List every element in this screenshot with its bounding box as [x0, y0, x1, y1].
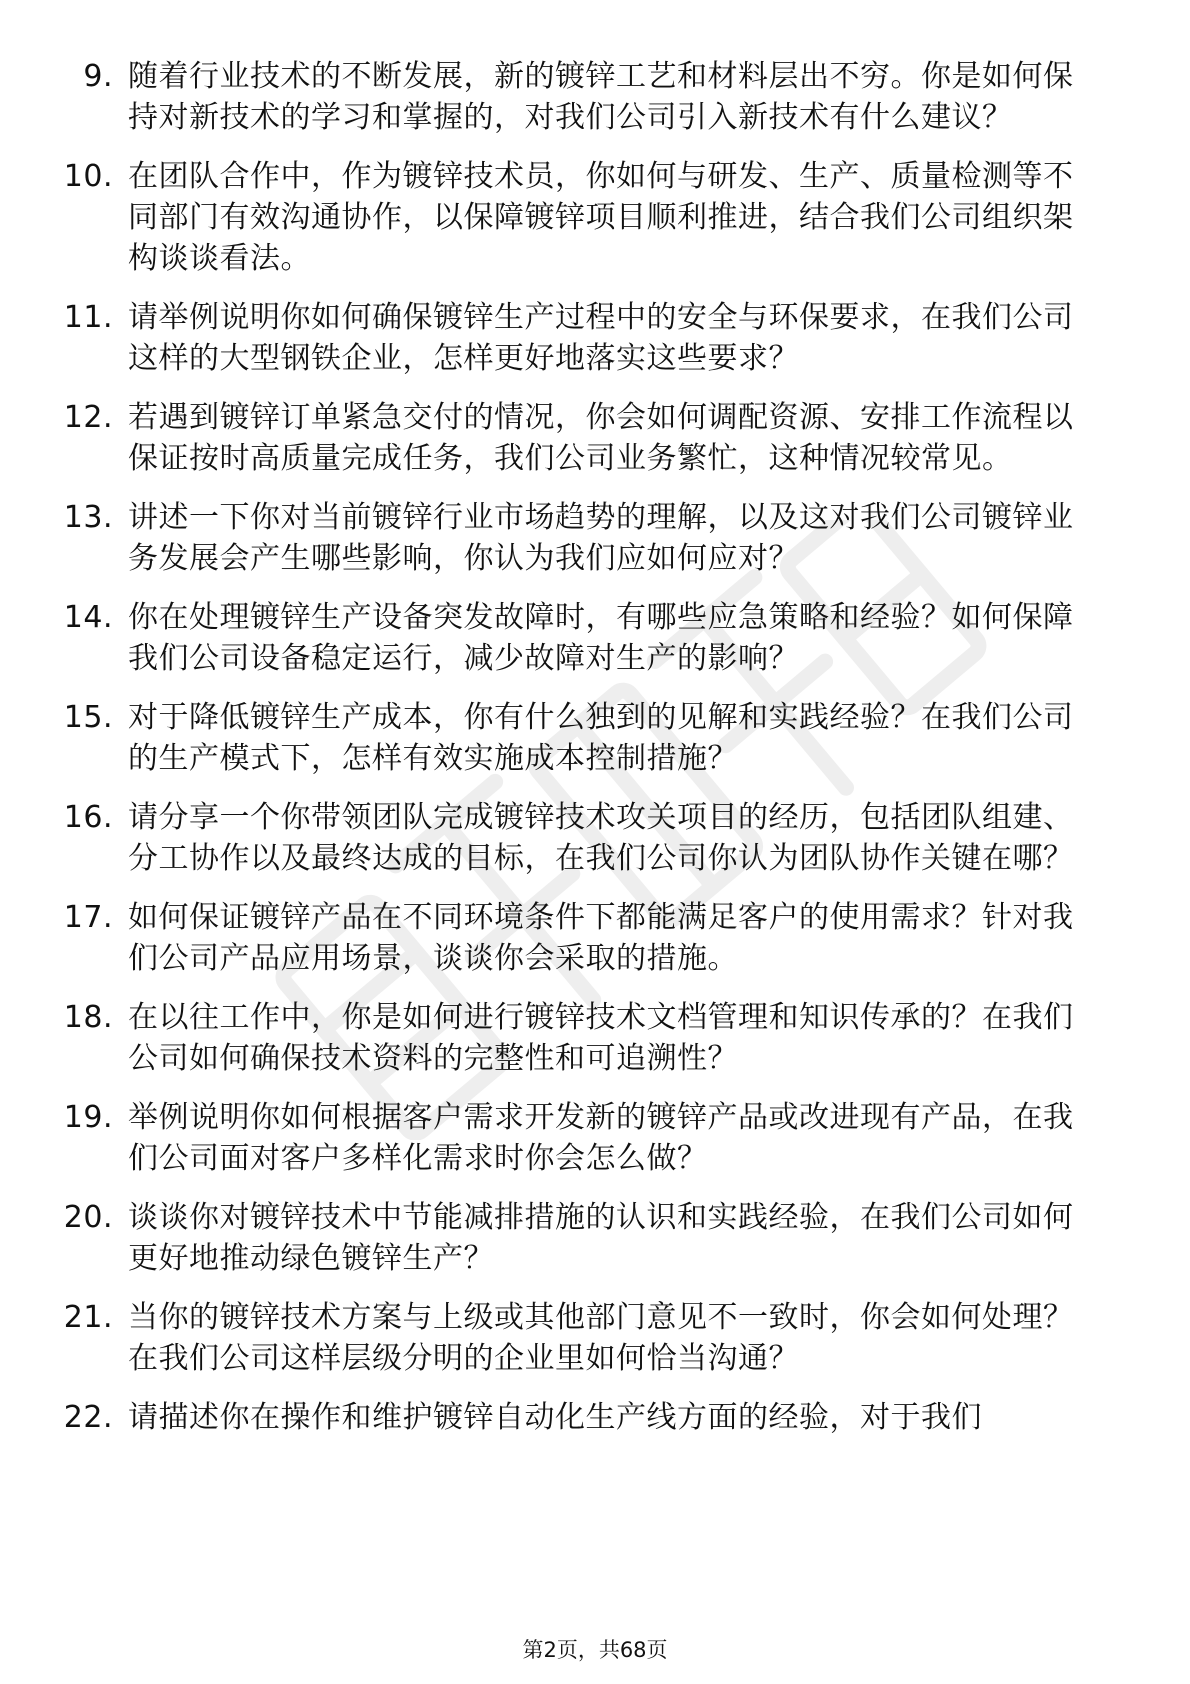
question-number: 11.	[63, 300, 113, 335]
question-item	[0, 697, 1190, 779]
question-number: 14.	[63, 600, 113, 635]
question-number: 21.	[63, 1300, 113, 1335]
question-text: 在以往工作中，你是如何进行镀锌技术文档管理和知识传承的？在我们公司如何确保技术资料的完整性和可追溯性？	[128, 1000, 1074, 1076]
question-text: 请分享一个你带领团队完成镀锌技术攻关项目的经历，包括团队组建、分工协作以及最终达成的目标，在我们公司你认为团队协作关键在哪？	[128, 800, 1074, 876]
question-number: 22.	[63, 1400, 113, 1435]
question-number: 20.	[63, 1200, 113, 1235]
question-text: 讲述一下你对当前镀锌行业市场趋势的理解，以及这对我们公司镀锌业务发展会产生哪些影响，你认为我们应如何应对？	[128, 500, 1074, 576]
question-text: 如何保证镀锌产品在不同环境条件下都能满足客户的使用需求？针对我们公司产品应用场景，谈谈你会采取的措施。	[128, 900, 1074, 976]
question-text: 举例说明你如何根据客户需求开发新的镀锌产品或改进现有产品，在我们公司面对客户多样化需求时你会怎么做？	[128, 1100, 1074, 1176]
question-text: 在团队合作中，作为镀锌技术员，你如何与研发、生产、质量检测等不同部门有效沟通协作，以保障镀锌项目顺利推进，结合我们公司组织架构谈谈看法。	[128, 159, 1074, 276]
question-number: 19.	[63, 1100, 113, 1135]
question-number: 9.	[83, 59, 113, 94]
question-item	[0, 1297, 1190, 1379]
question-number: 12.	[63, 400, 113, 435]
question-item	[0, 597, 1190, 679]
question-item	[0, 1097, 1190, 1179]
question-text: 请描述你在操作和维护镀锌自动化生产线方面的经验，对于我们	[128, 1400, 982, 1435]
question-item	[0, 297, 1190, 379]
question-number: 16.	[63, 800, 113, 835]
question-item	[0, 56, 1190, 138]
page-footer	[0, 1636, 1190, 1664]
question-number: 13.	[63, 500, 113, 535]
question-list	[0, 56, 1190, 1456]
question-number: 15.	[63, 700, 113, 735]
question-item	[0, 397, 1190, 479]
question-number: 18.	[63, 1000, 113, 1035]
question-item	[0, 497, 1190, 579]
question-number: 10.	[63, 159, 113, 194]
question-text: 对于降低镀锌生产成本，你有什么独到的见解和实践经验？在我们公司的生产模式下，怎样有效实施成本控制措施？	[128, 700, 1074, 776]
question-text: 谈谈你对镀锌技术中节能减排措施的认识和实践经验，在我们公司如何更好地推动绿色镀锌生产？	[128, 1200, 1074, 1276]
question-text: 随着行业技术的不断发展，新的镀锌工艺和材料层出不穷。你是如何保持对新技术的学习和掌握的，对我们公司引入新技术有什么建议？	[128, 59, 1074, 135]
question-item	[0, 997, 1190, 1079]
question-item	[0, 1197, 1190, 1279]
question-item	[0, 156, 1190, 279]
question-item	[0, 1397, 1190, 1438]
question-text: 若遇到镀锌订单紧急交付的情况，你会如何调配资源、安排工作流程以保证按时高质量完成任务，我们公司业务繁忙，这种情况较常见。	[128, 400, 1074, 476]
question-number: 17.	[63, 900, 113, 935]
page-number-label: 第2页，共68页	[522, 1638, 668, 1662]
question-item	[0, 797, 1190, 879]
question-text: 当你的镀锌技术方案与上级或其他部门意见不一致时，你会如何处理？在我们公司这样层级分明的企业里如何恰当沟通？	[128, 1300, 1074, 1376]
question-text: 你在处理镀锌生产设备突发故障时，有哪些应急策略和经验？如何保障我们公司设备稳定运行，减少故障对生产的影响？	[128, 600, 1074, 676]
question-item	[0, 897, 1190, 979]
question-text: 请举例说明你如何确保镀锌生产过程中的安全与环保要求，在我们公司这样的大型钢铁企业，怎样更好地落实这些要求？	[128, 300, 1074, 376]
